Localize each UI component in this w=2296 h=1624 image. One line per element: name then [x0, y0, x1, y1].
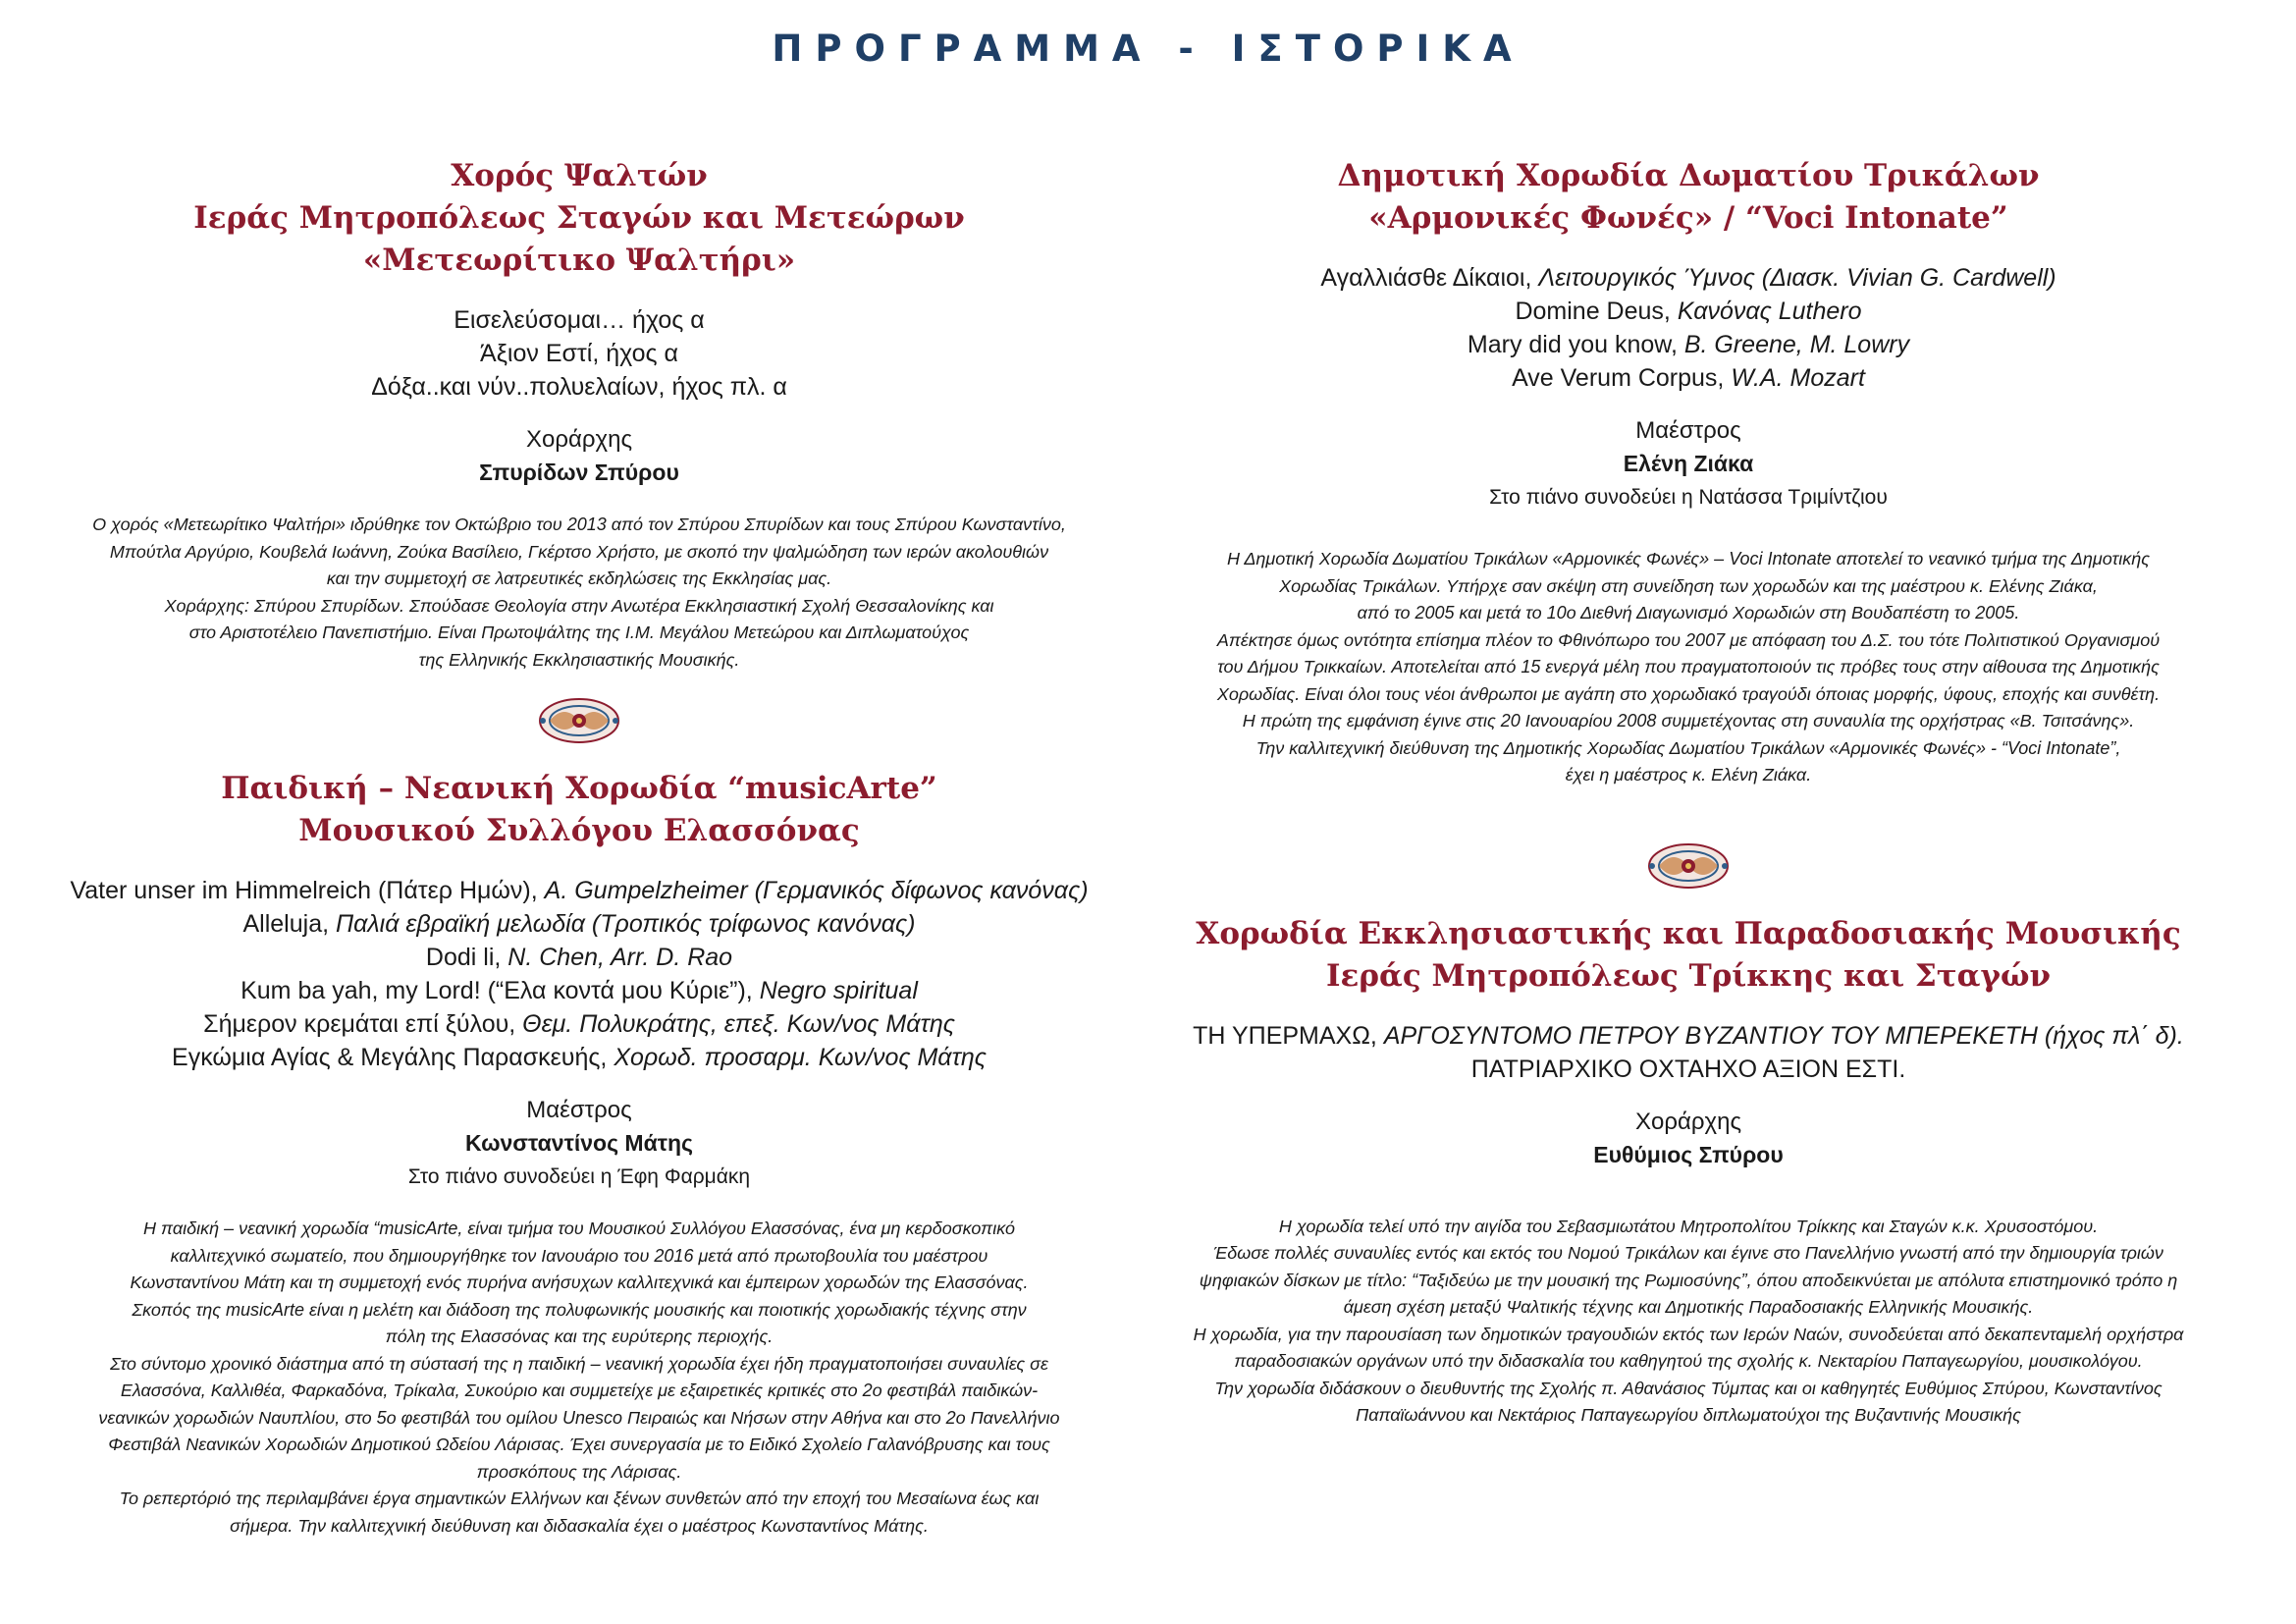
program-item: Δόξα..και νύν..πολυελαίων, ήχος πλ. α — [371, 373, 787, 401]
bio-line: καλλιτεχνικό σωματείο, που δημιουργήθηκε τον Ιανουάριο του 2016 μετά από πρωτοβουλία του μαέστρου — [170, 1245, 988, 1266]
title-line: Χορωδία Εκκλησιαστικής και Παραδοσιακής Μουσικής — [1196, 915, 2181, 951]
accompanist-text: Στο πιάνο συνοδεύει η Έφη Φαρμάκη — [407, 1165, 751, 1188]
program-item: Άξιον Εστί, ήχος α — [480, 340, 678, 367]
program-item: ΤΗ ΥΠΕΡΜΑΧΩ, ΑΡΓΟΣΥΝΤΟΜΟ ΠΕΤΡΟΥ ΒΥΖΑΝΤΙΟΥ ΤΟΥ ΜΠΕΡΕΚΕΤΗ (ήχος πλ΄ δ). — [1193, 1021, 2184, 1050]
section-title — [39, 155, 1119, 282]
bio-line: Την χορωδία διδάσκουν ο διευθυντής της Σχολής π. Αθανάσιος Τύμπας και οι καθηγητές Ευθύμιος Σπύρου, Κωνσταντίνος — [1214, 1378, 2163, 1398]
bio-line: Η πρώτη της εμφάνιση έγινε στις 20 Ιανουαρίου 2008 συμμετέχοντας στη συναυλία της ορχήστρας «Β. Τσιτσάνης». — [1242, 711, 2135, 731]
bio-line: ψηφιακών δίσκων με τίτλο: “Ταξιδεύω με την μουσική της Ρωμιοσύνης”, όπου αποδεικνύεται με απόλυτα επιστημονικό τρόπο η — [1199, 1270, 2178, 1290]
program-list — [39, 874, 1119, 1074]
bio-line: Απέκτησε όμως οντότητα επίσημα πλέον το Φθινόπωρο του 2007 με απόφαση του Δ.Σ. του τότε Πολιτιστικού Οργανισμού — [1216, 629, 2161, 650]
bio-text — [39, 512, 1119, 674]
title-line: Μουσικού Συλλόγου Ελασσόνας — [298, 813, 860, 848]
program-item: Αγαλλιάσθε Δίκαιοι, Λειτουργικός Ύμνος (Διασκ. Vivian G. Cardwell) — [1320, 264, 2056, 292]
program-list — [39, 303, 1119, 404]
section-psaltiri — [39, 155, 1119, 674]
byzantine-ornament-icon — [1148, 840, 2228, 892]
program-item: Εγκώμια Αγίας & Μεγάλης Παρασκευής, Χορωδ. προσαρμ. Κων/νος Μάτης — [172, 1044, 987, 1071]
program-item: Kum ba yah, my Lord! (“Ελα κοντά μου Κύριε”), Negro spiritual — [240, 977, 918, 1004]
bio-line: Η χορωδία τελεί υπό την αιγίδα του Σεβασμιωτάτου Μητροπολίτου Τρίκκης και Σταγών κ.κ. Χρυσοστόμου. — [1278, 1216, 2099, 1236]
bio-line: Στο σύντομο χρονικό διάστημα από τη σύστασή της η παιδική – νεανική χορωδία έχει ήδη πραγματοποιήσει συναυλίες σε — [110, 1353, 1048, 1374]
bio-line: νεανικών χορωδιών Ναυπλίου, στο 5ο φεστιβάλ του ομίλου Unesco Πειραιώς και Νήσων στην Αθήνα και στο 2ο Πανελλήνιο — [98, 1407, 1060, 1428]
title-line: «Αρμονικές Φωνές» / “Voci Intonate” — [1368, 200, 2008, 236]
bio-line: άμεση σχέση μεταξύ Ψαλτικής τέχνης και Δημοτικής Παραδοσιακής Ελληνικής Μουσικής. — [1343, 1297, 2034, 1317]
section-voci-intonate — [1148, 155, 2228, 789]
page-heading: ΠΡΟΓΡΑΜΜΑ - ΙΣΤΟΡΙΚΑ — [772, 27, 1524, 70]
bio-line: Σκοπός της musicArte είναι η μελέτη και διάδοση της πολυφωνικής μουσικής και ποιοτικής χορωδιακής τέχνης στην — [132, 1299, 1027, 1320]
program-item: Mary did you know, B. Greene, M. Lowry — [1467, 331, 1910, 358]
bio-text — [1148, 546, 2228, 789]
bio-line: Η παιδική – νεανική χορωδία “musicArte, είναι τμήμα του Μουσικού Συλλόγου Ελασσόνας, ένα μη κερδοσκοπικό — [143, 1218, 1015, 1238]
bio-line: Κωνσταντίνου Μάτη και τη συμμετοχή ενός πυρήνα ανήσυχων καλλιτεχνικά και έμπειρων χορωδών της Ελασσόνας. — [130, 1272, 1029, 1292]
program-item: Dodi li, N. Chen, Arr. D. Rao — [425, 944, 733, 971]
title-line: Ιεράς Μητροπόλεως Σταγών και Μετεώρων — [193, 200, 965, 236]
program-item: Εισελεύσομαι… ήχος α — [454, 306, 705, 334]
program-item: Vater unser im Himmelreich (Πάτερ Ημών), A. Gumpelzheimer (Γερμανικός δίφωνος κανόνας) — [70, 877, 1089, 904]
bio-line: Φεστιβάλ Νεανικών Χορωδιών Δημοτικού Ωδείου Λάρισας. Έχει συνεργασία με το Ειδικό Σχολείο Γαλανόβρυσης και τους — [108, 1435, 1050, 1454]
bio-line: Την καλλιτεχνική διεύθυνση της Δημοτικής Χορωδίας Δωματίου Τρικάλων «Αρμονικές Φωνές» - “Voci Intonate”, — [1255, 737, 2121, 758]
left-column — [39, 155, 1119, 1540]
bio-line: Χοράρχης: Σπύρου Σπυρίδων. Σπούδασε Θεολογία στην Ανωτέρα Εκκλησιαστική Σχολή Θεσσαλονίκης και — [164, 595, 994, 616]
conductor-name: Κωνσταντίνος Μάτης — [464, 1130, 693, 1156]
conductor-name: Ευθύμιος Σπύρου — [1593, 1141, 1784, 1167]
section-title — [1148, 913, 2228, 998]
bio-line: της Ελληνικής Εκκλησιαστικής Μουσικής. — [418, 649, 740, 670]
bio-line: Χορωδίας Τρικάλων. Υπήρχε σαν σκέψη στη συνείδηση των χορωδών και της μαέστρου κ. Ελένης Ζιάκα, — [1279, 575, 2098, 596]
bio-line: πόλη της Ελασσόνας και της ευρύτερης περιοχής. — [385, 1326, 774, 1346]
section-title — [1148, 155, 2228, 240]
bio-line: Ελασσόνα, Καλλιθέα, Φαρκαδόνα, Τρίκαλα, Συκούριο και συμμετείχε με εξαιρετικές κριτικές στο 2ο φεστιβάλ παιδικών- — [120, 1380, 1039, 1400]
bio-line: Η Δημοτική Χορωδία Δωματίου Τρικάλων «Αρμονικές Φωνές» – Voci Intonate αποτελεί το νεανικό τμήμα της Δημοτικής — [1227, 549, 2150, 568]
bio-line: Ο χορός «Μετεωρίτικο Ψαλτήρι» ιδρύθηκε τον Οκτώβριο του 2013 από τον Σπύρου Σπυρίδων και τους Σπύρου Κωνσταντίνο, — [92, 514, 1066, 534]
bio-line: Χορωδίας. Είναι όλοι τους νέοι άνθρωποι με αγάπη στο χορωδιακό τραγούδι όποιας μορφής, ύφους, εποχής και συνθέτη. — [1216, 683, 2161, 704]
program-item: Σήμερον κρεμάται επί ξύλου, Θεμ. Πολυκράτης, επεξ. Κων/νος Μάτης — [203, 1010, 955, 1038]
bio-line: και την συμμετοχή σε λατρευτικές εκδηλώσεις της Εκκλησίας μας. — [326, 568, 832, 588]
bio-line: Το ρεπερτόριό της περιλαμβάνει έργα σημαντικών Ελλήνων και ξένων συνθετών από την εποχή του Μεσαίωνα έως και — [119, 1489, 1040, 1508]
role-label: Μαέστρος — [1635, 417, 1741, 444]
bio-line: έχει η μαέστρος κ. Ελένη Ζιάκα. — [1565, 765, 1812, 785]
conductor-name: Ελένη Ζιάκα — [1623, 451, 1754, 476]
program-item: ΠΑΤΡΙΑΡΧΙΚΟ ΟΧΤΑΗΧΟ ΑΞΙΟΝ ΕΣΤΙ. — [1470, 1055, 1906, 1083]
program-list — [1148, 261, 2228, 395]
right-column — [1148, 155, 2228, 1430]
bio-line: Παπαϊωάννου και Νεκτάριος Παπαγεωργίου διπλωματούχοι της Βυζαντινής Μουσικής — [1356, 1405, 2021, 1425]
title-line: «Μετεωρίτικο Ψαλτήρι» — [362, 243, 796, 278]
title-line: Παιδική – Νεανική Χορωδία “musicArte” — [221, 771, 937, 806]
bio-text — [1148, 1214, 2228, 1430]
section-ecclesiastical-choir — [1148, 913, 2228, 1430]
byzantine-ornament-icon — [39, 695, 1119, 746]
conductor-name: Σπυρίδων Σπύρου — [479, 460, 679, 485]
role-label: Χοράρχης — [1634, 1108, 1742, 1135]
bio-line: στο Αριστοτέλειο Πανεπιστήμιο. Είναι Πρωτοψάλτης της Ι.Μ. Μεγάλου Μετεώρου και Διπλωματούχος — [188, 623, 970, 642]
title-line: Ιεράς Μητροπόλεως Τρίκκης και Σταγών — [1326, 957, 2051, 994]
program-item: Alleluja, Παλιά εβραϊκή μελωδία (Τροπικός τρίφωνος κανόνας) — [242, 910, 916, 938]
section-title — [39, 768, 1119, 852]
bio-line: παραδοσιακών οργάνων υπό την διδασκαλία του καθηγητού της σχολής κ. Νεκταρίου Παπαγεωργίου, μουσικολόγου. — [1234, 1351, 2143, 1371]
bio-text — [39, 1216, 1119, 1540]
bio-line: σήμερα. Την καλλιτεχνική διεύθυνση και διδασκαλία έχει ο μαέστρος Κωνσταντίνος Μάτης. — [230, 1515, 929, 1536]
bio-line: από το 2005 και μετά το 10ο Διεθνή Διαγωνισμό Χορωδιών στη Βουδαπέστη το 2005. — [1357, 603, 2020, 623]
bio-line: Μπούτλα Αργύριο, Κουβελά Ιωάννη, Ζούκα Βασίλειο, Γκέρτσο Χρήστο, με σκοπό την ψαλμώδηση των ιερών ακολουθιών — [109, 541, 1049, 562]
section-musicarte — [39, 768, 1119, 1540]
program-item: Ave Verum Corpus, W.A. Mozart — [1512, 364, 1865, 392]
title-line: Χορός Ψαλτών — [451, 158, 708, 193]
program-item: Domine Deus, Κανόνας Luthero — [1515, 298, 1862, 325]
bio-line: Έδωσε πολλές συναυλίες εντός και εκτός του Νομού Τρικάλων και έγινε στο Πανελλήνιο γνωστή από την δημιουργία τριών — [1213, 1243, 2163, 1263]
role-label: Χοράρχης — [525, 426, 633, 453]
program-list — [1148, 1019, 2228, 1086]
bio-line: του Δήμου Τρικκαίων. Αποτελείται από 15 ενεργά μέλη που πραγματοποιούν τις πρόβες τους στην αίθουσα της Δημοτικής — [1217, 657, 2160, 677]
accompanist-text: Στο πιάνο συνοδεύει η Νατάσσα Τριμίντζιου — [1489, 486, 1888, 509]
role-label: Μαέστρος — [526, 1097, 632, 1123]
bio-line: Η χορωδία, για την παρουσίαση των δημοτικών τραγουδιών εκτός των Ιερών Ναών, συνοδεύεται από δεκαπενταμελή ορχήστρα — [1193, 1324, 2184, 1344]
bio-line: προσκόπους της Λάρισας. — [476, 1461, 682, 1482]
title-line: Δημοτική Χορωδία Δωματίου Τρικάλων — [1337, 158, 2040, 193]
